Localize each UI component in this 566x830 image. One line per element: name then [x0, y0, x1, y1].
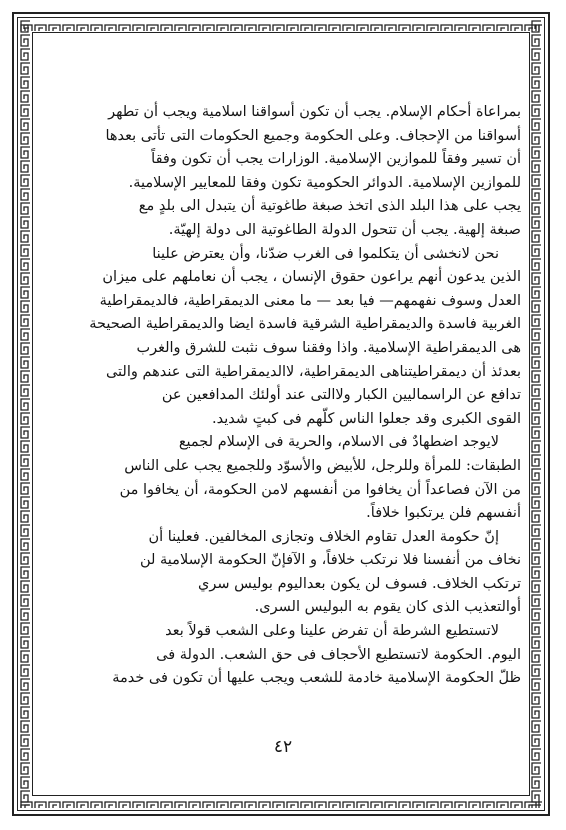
text-line: إنّ حكومة العدل تقاوم الخلاف وتجازى المخالفين. فعلينا أن: [148, 528, 499, 545]
text-line: الذين يدعون أنهم يراعون حقوق الإنسان ، يجب أن نعاملهم على ميزان: [102, 269, 521, 286]
text-line: تدافع عن الراسماليين الكبار ولاالتى عند أولئك المدافعين عن: [161, 387, 521, 404]
text-line: لايوجد اضطهادٌ فى الاسلام، والحرية فى الإسلام لجميع: [178, 434, 499, 451]
text-line: ترتكب الخلاف. فسوف لن يكون بعداليوم بوليس سري: [198, 575, 521, 592]
text-line: بعدئذ أن ديمقراطيتناهى الديمقراطية، لاالديمقراطية التى عندهم والتى: [105, 363, 521, 380]
greek-key-border-right: [531, 20, 542, 808]
text-line: أنفسهم فلن يرتكبوا خلافاً.: [366, 505, 521, 522]
text-line: بمراعاة أحكام الإسلام. يجب أن تكون أسواقنا اسلامية ويجب أن تطهر: [108, 104, 521, 120]
text-line: أوالتعذيب الذى كان يقوم به البوليس السرى.: [254, 599, 521, 616]
text-line: من الآن فصاعداً أن يخافوا من أنفسهم لامن الحكومة، أن يخافوا من: [119, 481, 521, 498]
text-line: هى الديمقراطية الإسلامية. واذا وفقنا سوف نثبت للشرق والغرب: [136, 339, 521, 356]
text-line: للموازين الإسلامية. الدوائر الحكومية تكون وفقا للمعايير الإسلامية.: [128, 174, 521, 191]
text-line: العدل وسوف نفهمهم— فيا بعد — ما معنى الديمقراطية، فالديمقراطية: [99, 292, 521, 309]
greek-key-border-bottom: [20, 797, 542, 808]
body-text: [43, 101, 521, 691]
text-line: نحن لانخشى أن يتكلموا فى الغرب ضدّنا، وأن يعترض علينا: [152, 245, 499, 262]
text-line: الطبقات: للمرأة وللرجل، للأبيض والأسوّد وللجميع يجب على الناس: [124, 457, 521, 474]
greek-key-border-left: [20, 20, 31, 808]
text-line: لاتستطيع الشرطة أن تفرض علينا وعلى الشعب قولاً بعد: [165, 623, 499, 640]
text-line: أسواقنا من الإحجاف. وعلى الحكومة وجميع الحكومات التى تأتى بعدها: [105, 127, 521, 144]
text-line: أن تسير وفقاً للموازين الإسلامية. الوزارات يجب أن تكون وفقاً: [151, 151, 521, 168]
text-line: الغربية فاسدة والديمقراطية الشرقية فاسدة ايضا والديمقراطية الصحيحة: [89, 316, 521, 333]
text-line: ظلّ الحكومة الإسلامية خادمة للشعب ويجب عليها أن تكون فى خدمة: [112, 670, 521, 687]
text-line: القوى الكبرى وقد جعلوا الناس كلّهم فى كبتٍ شديد.: [211, 410, 521, 427]
text-line: نخاف من أنفسنا فلا نرتكب خلافاً، و الآفإنّ الحكومة الإسلامية لن: [139, 552, 521, 569]
greek-key-border-top: [20, 20, 542, 31]
text-line: صبغة إلهية. يجب أن تتحول الدولة الطاغوتية الى دولة إلهيّة.: [168, 221, 521, 238]
page-number: ٤٢: [273, 737, 293, 757]
text-line: يجب على هذا البلد الذى اتخذ صبغة طاغوتية أن يتبدل الى بلدٍ مع: [138, 198, 521, 215]
text-line: اليوم. الحكومة لاتستطيع الأحجاف فى حق الشعب. الدولة فى: [156, 646, 521, 663]
